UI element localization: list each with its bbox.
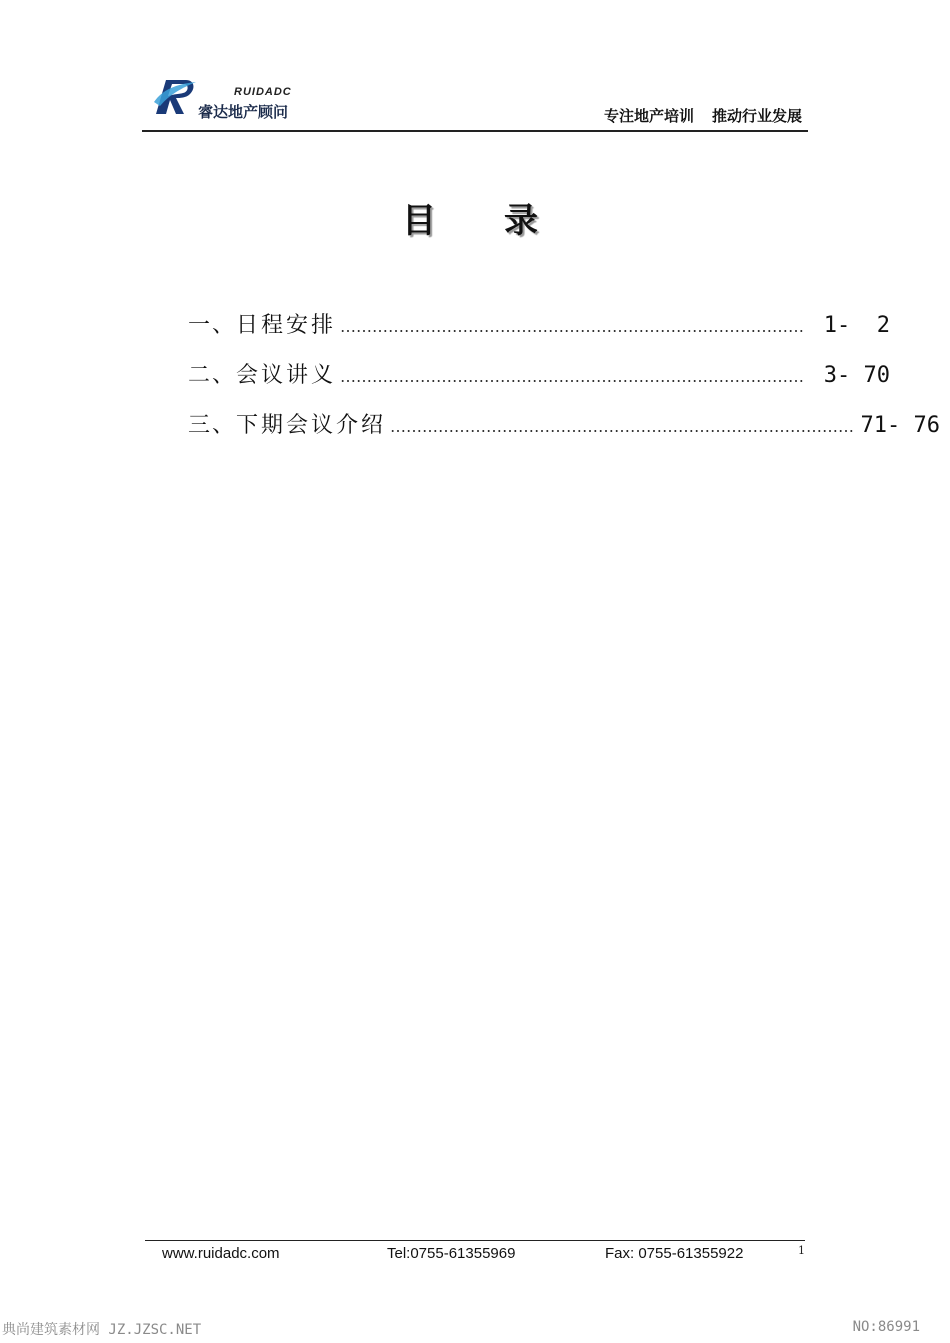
- slogan-part-1: 专注地产培训: [603, 107, 694, 125]
- toc-entry-pages: 3- 70: [823, 363, 891, 388]
- page-footer: [145, 1240, 805, 1271]
- toc-entry-label: 下期会议介绍: [236, 413, 387, 438]
- toc-entry-number: 三、: [188, 413, 237, 438]
- logo-company-name: 睿达地产顾问: [198, 103, 289, 121]
- toc-entry-number: 一、: [188, 313, 237, 338]
- page-number: 1: [798, 1244, 805, 1257]
- toc-dot-leader: ……………………………………………………………………………: [340, 317, 805, 336]
- footer-website[interactable]: www.ruidadc.com: [162, 1245, 280, 1262]
- watermark-source: 典尚建筑素材网 JZ.JZSC.NET: [2, 1322, 202, 1338]
- page-header: [142, 68, 808, 132]
- toc-entry[interactable]: [188, 358, 891, 408]
- toc-entry-pages: 1- 2: [823, 313, 891, 338]
- page-title: 目录: [402, 201, 606, 241]
- toc-entry-pages: 71- 76: [860, 413, 941, 438]
- footer-fax: Fax: 0755-61355922: [605, 1245, 744, 1262]
- toc-entry-number: 二、: [188, 363, 237, 388]
- logo-r-icon: [152, 72, 198, 118]
- watermark-id: NO:86991: [852, 1319, 920, 1335]
- footer-telephone: Tel:0755-61355969: [387, 1245, 516, 1262]
- table-of-contents: [188, 308, 941, 458]
- toc-dot-leader: ……………………………………………………………………………: [340, 367, 805, 386]
- toc-entry-label: 日程安排: [236, 313, 337, 338]
- toc-entry[interactable]: [188, 408, 941, 458]
- toc-dot-leader: ……………………………………………………………………………: [390, 417, 855, 436]
- toc-entry[interactable]: [188, 308, 891, 358]
- toc-entry-label: 会议讲义: [236, 363, 337, 388]
- logo-latin-text: RUIDADC: [234, 86, 292, 98]
- slogan-part-2: 推动行业发展: [711, 107, 802, 125]
- header-slogan: [604, 105, 802, 126]
- company-logo: [152, 72, 322, 122]
